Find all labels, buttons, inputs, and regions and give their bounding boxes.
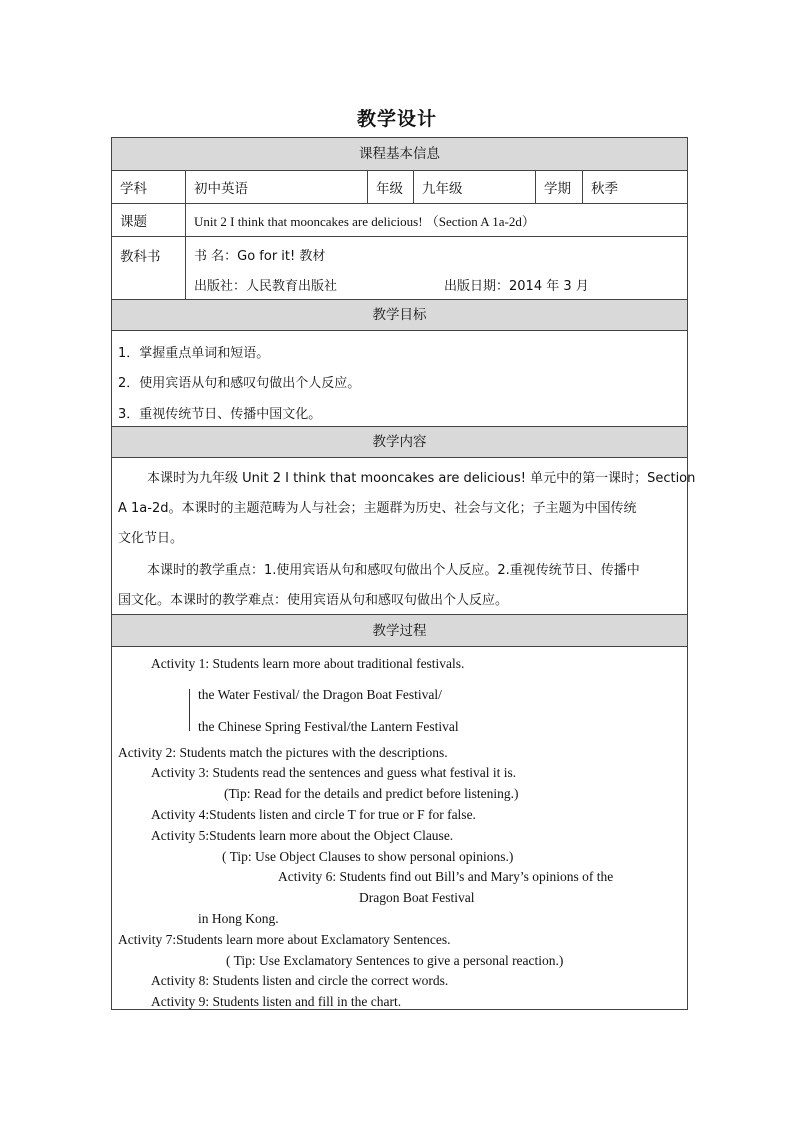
activity-5: Activity 5:Students learn more about the Object Clause. xyxy=(151,828,454,843)
content-line: 本课时的教学重点：1.使用宾语从句和感叹句做出个人反应。2.重视传统节日、传播中 xyxy=(147,563,640,578)
brace-icon xyxy=(189,689,190,731)
table-row-lesson xyxy=(112,203,687,236)
activity-8: Activity 8: Students listen and circle the correct words. xyxy=(151,973,449,988)
section-header-basic-info xyxy=(112,138,687,170)
section-header-objectives xyxy=(112,299,687,330)
section-header-content xyxy=(112,426,687,457)
activity-1: Activity 1: Students learn more about traditional festivals. xyxy=(151,656,465,671)
page-title: 教学设计 xyxy=(356,108,437,130)
table-row-textbook xyxy=(112,236,687,299)
content-line: A 1a-2d。本课时的主题范畴为人与社会；主题群为历史、社会与文化；子主题为中国传统 xyxy=(118,501,637,516)
tip-3: (Tip: Read for the details and predict before listening.) xyxy=(224,786,519,801)
textbook-label: 教科书 xyxy=(120,249,161,265)
lesson-design-table xyxy=(111,137,696,1010)
subject-value: 初中英语 xyxy=(185,171,367,203)
publication-date: 出版日期：2014 年 3 月 xyxy=(444,279,589,294)
section-title: 教学内容 xyxy=(372,434,427,450)
lesson-value: Unit 2 I think that mooncakes are delicious! （Section A 1a-2d） xyxy=(185,204,688,236)
subject-label: 学科 xyxy=(120,181,147,197)
publisher: 出版社：人民教育出版社 xyxy=(194,279,338,294)
table-row-subject xyxy=(112,170,687,203)
process-body xyxy=(112,646,687,1010)
objective-item: 3．重视传统节日、传播中国文化。 xyxy=(118,407,322,422)
activity-6-cont: in Hong Kong. xyxy=(198,911,279,926)
activity-7: Activity 7:Students learn more about Exclamatory Sentences. xyxy=(118,932,451,947)
activity-4: Activity 4:Students listen and circle T for true or F for false. xyxy=(151,807,476,822)
lesson-label: 课题 xyxy=(120,214,147,230)
content-line: 文化节日。 xyxy=(118,531,184,546)
festival-line-2: the Chinese Spring Festival/the Lantern Festival xyxy=(198,719,459,734)
section-header-process xyxy=(112,614,687,646)
section-title: 教学目标 xyxy=(372,307,427,323)
term-label: 学期 xyxy=(535,171,582,203)
activity-6-cont: Dragon Boat Festival xyxy=(359,890,475,905)
tip-7: ( Tip: Use Exclamatory Sentences to give a personal reaction.) xyxy=(226,953,564,968)
activity-6: Activity 6: Students find out Bill’s and Mary’s opinions of the xyxy=(278,869,614,884)
grade-label: 年级 xyxy=(367,171,413,203)
textbook-info xyxy=(185,237,688,299)
section-title: 课程基本信息 xyxy=(359,146,440,162)
content-line: 国文化。本课时的教学难点：使用宾语从句和感叹句做出个人反应。 xyxy=(118,593,509,608)
objectives-body xyxy=(112,330,687,426)
activity-3: Activity 3: Students read the sentences and guess what festival it is. xyxy=(151,765,517,780)
tip-5: ( Tip: Use Object Clauses to show personal opinions.) xyxy=(222,849,514,864)
objective-item: 1．掌握重点单词和短语。 xyxy=(118,346,270,361)
objective-item: 2．使用宾语从句和感叹句做出个人反应。 xyxy=(118,376,361,391)
content-body xyxy=(112,457,696,614)
book-name: 书 名：Go for it! 教材 xyxy=(194,249,326,264)
grade-value: 九年级 xyxy=(413,171,535,203)
term-value: 秋季 xyxy=(582,171,688,203)
section-title: 教学过程 xyxy=(372,623,427,639)
content-line: 本课时为九年级 Unit 2 I think that mooncakes are delicious! 单元中的第一课时；Section xyxy=(147,471,696,486)
activity-2: Activity 2: Students match the pictures with the descriptions. xyxy=(118,745,448,760)
festival-line-1: the Water Festival/ the Dragon Boat Festival/ xyxy=(198,687,442,702)
activity-9: Activity 9: Students listen and fill in the chart. xyxy=(151,994,402,1009)
